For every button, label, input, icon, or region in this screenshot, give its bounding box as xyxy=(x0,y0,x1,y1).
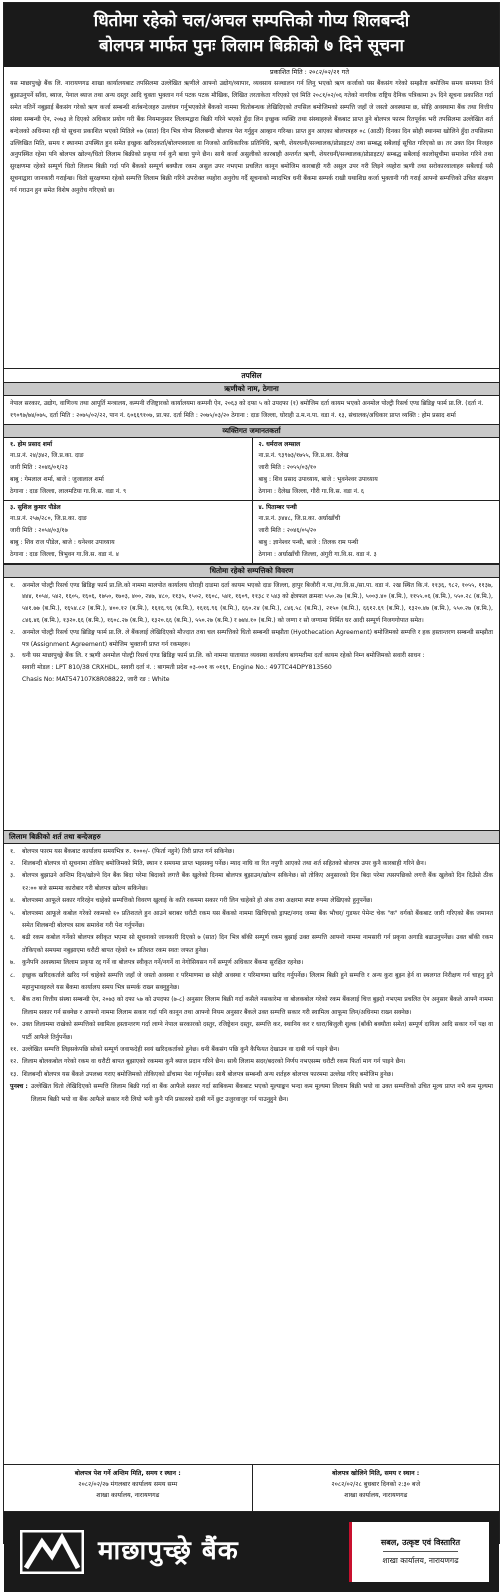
item-text: धनी यस माछापुच्छ्रे बैंक लि. र ऋणी अनमोल पोल्ट्री रिसर्च एण्ड ब्रिडिङ्ग फार्म प्रा.लि. को नाममा यातायात व्यवस्था कार्यालय बागमतीमा दर्ता कायम रहेको निम्न बमोजिमको सवारी साधन : xyxy=(22,652,425,660)
guarantor-issue-date: जारी मिति : २०५५/०३/१० xyxy=(258,464,317,472)
item-text: अनमोल पोल्ट्री रिसर्च एण्ड ब्रिडिङ्ग फार्म प्रा.लि. ले बैंकलाई लेखिदिएको मौज्दात तथा चल सम्पत्तिको धितो सम्बन्धी सम्झौता (Hyothecation Agreement) बमोजिमको सम्पत्ति र हक हस्तान्तरण सम्बन्धी सम्झौता पत्र (Assignment Agreement) बमोजिम भुक्तानी प्राप्त गर्न रकमहरु। xyxy=(22,628,493,648)
guarantor-name: ३. सुशिल कुमार पौडेल xyxy=(10,503,61,511)
bid-opening-heading: बोलपत्र खोलिने मिति, समय र स्थान : xyxy=(332,1469,420,1477)
list-item xyxy=(10,1056,493,1068)
guarantor-address: ठेगाना : दाङ जिल्ला, त्रिभुवन गा.वि.स. वडा नं. ४ xyxy=(10,550,119,558)
item-number: ११. xyxy=(10,1046,19,1054)
item-text: उक्त लिलाममा राखेको सम्पत्तिको स्वामित्व हस्तान्तरण गर्दा लाग्ने नेपाल सरकारको दस्तुर, रजिष्ट्रेशन दस्तुर, सम्पत्ति कर, स्थानिय कर र धारा/बिजुली शुल्क (बाँकी बक्यौता समेत) सम्पूर्ण दायित्व आदि सकार गर्ने पक्ष वा पार्टी आफैले तिर्नुपर्नेछ। xyxy=(22,1021,493,1041)
intro-paragraph: यस माछापुच्छ्रे बैंक लि. नारायणगढ शाखा कार्यालयबाट तपसिलमा उल्लेखित ऋणीले आफ्नो उद्योग/व्यापार, व्यवसाय सञ्चालन गर्न लिनु भएको ऋण कर्जाको यस बैंकसंग गरेको सम्झौता बमोजिम समय समयमा तिर्न बुझाउनुपर्ने साँवा, ब्याज, पेनाल ब्याज तथा अन्य दस्तुर आदि चुक्ता भुक्तान गर्न पटक पटक मौखिक, लिखित तरताकेता गरिएको एवं मिति २०८१/०२/०६ गतेको नागरिक राष्ट्रिय दैनिक पत्रिकामा ३५ दिने सूचना प्रकाशित गर्दा समेत नतिर्ने नबुझाई बैंकसंग गरेको ऋण कर्जा सम्बन्धी शर्तबन्देजहरु उल्लंघन गर्नुभएकोले बैंकको नाममा धितोबन्धक लेखिदिएको तपसिल बमोजिमको सम्पत्ति जहाँ जे जस्तो अवस्थामा छ, सोहि अवस्थामा बैंक तथा वित्तीय संस्था सम्बन्धी ऐन, २०७३ ले दिएको अधिकार प्रयोग गरी बैंक नियमानुसार लिलामद्वारा बिक्री गरिने भएको हुँदा लिन इच्छुक व्यक्ति तथा संस्थाहरुले बैंकबाट प्राप्त हुने बोलपत्र फारम रितपूर्वक भरी तपसिलमा उल्लेखित शर्त बन्देजको अधिनमा रही यो सूचना प्रकाशित भएको मितिले ०७ (सात) दिन भित्र गोप्य शिलबन्दी बोलपत्र पेश गर्नुहुन आव्हान गरिन्छ। प्राप्त हुन आएका बोलपत्रहरु ०८ (आठौं) दिनका दिन सोही स्थानमा खोलिने हुँदा तपसिलमा उल्लिखित मिति, समय र स्थानमा उपस्थित हुन समेत इच्छुक खरिदकर्ता/बोलपत्रवाला वा निजको आधिकारिक प्रतिनिधि, ऋणी, शेयरधनी/सञ्चालक/प्रोप्राइटर/ तथा सम्बद्ध सबैलाई सूचित गरिएको छ। तर उक्त दिन निजहरु अनुपस्थित रहेमा पनि बोलपत्र खोल्न/धितो लिलाम बिक्रीको प्रकृया गर्न कुनै बाधा पुग्ने छैन। साथै कर्जा असुलीको कारबाही अन्तर्गत ऋणी, शेयरधनी/सञ्चालक/प्रोप्राइटर/ सम्बद्ध सबैलाई कालोसूचीमा समावेश गरिने तथा सुरक्षणमा रहेको सम्पूर्ण धितो लिलाम बिक्री गर्दा पनि बैंकको सम्पूर्ण बक्यौता रकम असुल उपर नभएमा प्रचलित कानून बमोजिम कारबाही गरी असुल उपर गरी लिइने व्यहोरा ऋणी तथा सरोकारवालाहरु सबैलाई यसै सूचनाद्वारा जानकारी गराईन्छ। धितो सुरक्षणमा रहेको सम्पत्ति लिलाम बिक्री गरिने उपरोक्त व्यहोरा अनुरोध गर्दै सूचनाको म्यादभित्र धनी बैंकमा सम्पर्क राखी यथाशिघ्र कर्जा भुक्तानी गरी गराई आफ्नो सम्पत्तिको उचित संरक्षण गर्न गराउन हुन समेत विशेष अनुरोध गरिएको छ। xyxy=(10,80,493,195)
published-date: प्रकाशित मिति : २०८२/०२/२१ गते xyxy=(269,68,349,76)
item-text: इच्छुक खरिदकर्ताले खरिद गर्न चाहेको सम्पत्ति जहाँ जे जस्तो अवस्था र परिमाणमा छ सोही अवस्था र परिमाणमा खरिद गर्नुपर्नेछ। लिलाम बिक्री हुने सम्पत्ति र अन्य कुरा बुझ्न हेर्न वा स्थलगत निरीक्षण गर्न चाहनु हुने महानुभावहरुले यस बैंकमा कार्यालय समय भित्र सम्पर्क राख्न सक्नुहुनेछ। xyxy=(22,971,493,992)
bid-opening-box xyxy=(252,1465,500,1511)
banner-title-line1: धितोमा रहेको चल/अचल सम्पत्तिको गोप्य शिलबन्दी xyxy=(93,11,410,31)
item-number: १३. xyxy=(10,1070,19,1078)
item-text: बोलपत्र बुझाउने अन्तिम दिन/खोल्ने दिन बैंक बिदा परेमा बिदाको लगत्तै बैंक खुलेको दिनमा बोलपत्र बुझाउन/खोल्न सकिनेछ। सो तोकिए अनुसारको दिन बिदा परेमा त्यसपछिको लगत्तै बैंक खुलेको दिन दिउँसो ठीक १२:०० बजे सम्ममा कारोबार गरी बोलपत्र खोल्न सकिनेछ। xyxy=(22,872,493,892)
item-text: बोलपत्रमा आफूले कबोल गरेको रकमको १० प्रतिशतले हुन आउने बराबर धरौटी रकम यस बैंकको नाममा खिचिएको ड्राफ्ट/नगद जम्मा बैंक भौचर/ गुडफर पेमेन्ट चेक "क" वर्गको बैंकबाट जारी गरिएको बैंक जमानत समेत शिलबन्दी बोलपत्र साथ समावेश गरी पेश गर्नुपर्नेछ। xyxy=(22,909,493,929)
guarantor-citizenship: ना.प्र.नं. २४/३४२, जि.प्र.का. दाङ xyxy=(10,452,84,460)
guarantor-card xyxy=(4,438,252,500)
guarantor-citizenship: ना.प्र.नं. २५७/२८०, जि.प्र.का. दाङ xyxy=(10,515,87,523)
postscript-label: पुनश्च : xyxy=(10,1083,28,1091)
item-text: शिलबन्दी बोलपत्र यस बैंकले उपलब्ध गराए बमोजिमको तोकिएको ढाँचामा पेश गर्नुपर्नेछ। साथै बोलपत्र सम्बन्धी अन्य शर्तहरु बोलपत्र फारममा उल्लेख गरिए बमोजिम हुनेछ। xyxy=(22,1070,394,1078)
bid-submission-heading: बोलपत्र पेश गर्ने अन्तिम मिति, समय र स्थान : xyxy=(74,1469,181,1477)
branch-office: शाखा कार्यालय, नारायणगढ xyxy=(383,1551,459,1568)
bank-tagline: सबल, उत्कृष्ट एवं विस्तारित xyxy=(380,1538,461,1548)
vehicle-model-line: सवारी मोडल : LPT 810/38 CRXHDL, सवारी दर्ता नं. : बागमती प्रदेश ०३-००१ क ०१६९, Engine No.: 497TC44DPY813560 xyxy=(22,664,332,672)
bank-footer xyxy=(4,1512,499,1592)
guarantor-name: २. धर्मराज लम्साल xyxy=(258,440,301,448)
guarantor-card xyxy=(252,438,500,500)
guarantor-parents: बाबु : गेमलाल शर्मा, बाजे : जुजालाल शर्मा xyxy=(10,475,104,483)
guarantor-address: ठेगाना : दाङ जिल्ला, लालमटिया गा.वि.स. वडा नं. ९ xyxy=(10,487,127,495)
mountain-logo-icon xyxy=(20,1530,84,1574)
list-item xyxy=(10,908,493,933)
list-item xyxy=(10,858,493,870)
borrower-details: नेपाल सरकार, उद्योग, वाणिज्य तथा आपूर्ति मन्त्रालय, कम्पनी रजिष्ट्रारको कार्यालयमा कम्पनी ऐन, २०६३ को दफा ५ को उपदफा (१) बमोजिम दर्ता कायम भएको अनमोल पोल्ट्री रिसर्च एण्ड ब्रिडिङ्ग फार्म प्रा.लि. (दर्ता नं. १९०९७/७४/०७५, दर्ता मिति : २०७५/०२/२२, पान नं. ६०६६९१०७, प्रा.फा. दर्ता मिति : २०७५/०३/२० ठेगाना : दाङ जिल्ला, घोराही उ.म.न.पा. वडा नं. १३, संचालक/अधिकार प्राप्त व्यक्ति : होम प्रसाद शर्मा xyxy=(10,400,484,419)
bank-logo xyxy=(4,1512,349,1592)
notice-banner xyxy=(4,3,499,67)
item-number: १. xyxy=(10,581,16,589)
item-number: ६. xyxy=(10,934,16,942)
guarantor-citizenship: ना.प्र.नं. ९३९७३/१७५५, जि.प्र.का. दैलेख xyxy=(258,452,349,460)
notice-page xyxy=(3,2,500,1566)
guarantor-issue-date: जारी मिति : २०४६/०१/२३ xyxy=(10,464,68,472)
vehicle-chassis-line: Chasis No: MAT547107K8R08822, जारी रङ : White xyxy=(22,675,170,683)
item-number: १२. xyxy=(10,1058,19,1066)
guarantor-parents: बाबु : ज्ञानेश्वर पन्थी, बाजे : तिलक राम पन्थी xyxy=(258,538,359,546)
bank-name: माछापुच्छ्रे बैंक xyxy=(98,1535,239,1566)
list-item xyxy=(10,580,493,627)
item-text: बढी रकम कबोल गर्नेको बोलपत्र स्वीकृत भएमा सो सूचनाको जानकारी दिएको ७ (सात) दिन भित्र बाँकी सम्पूर्ण रकम बुझाई उक्त सम्पत्ति आफ्नो नाममा नामसारी गर्न प्रकृया अगाडि बढाउनुपर्नेछ। उक्त बाँकी रकम तोकिएको समयमा नबुझाएमा धरौटी बापत रहेको १० प्रतिशत रकम स्वतः जफत हुनेछ। xyxy=(22,934,493,954)
bid-submission-box xyxy=(4,1465,252,1511)
item-text: बोलपत्र फारम यस बैंकबाट कार्यालय समयभित्र रु. १०००/- (फिर्ता नहुने) तिरी प्राप्त गर्न सकिनेछ। xyxy=(22,847,235,855)
bid-opening-date: २०८२/०२/२८ बुधबार दिनको २:३० बजे xyxy=(331,1480,421,1488)
terms-heading: लिलाम बिक्रीको शर्त तथा बन्देजहरु xyxy=(4,830,499,844)
postscript-text: उल्लेखित धितो लेखिदिएको सम्पत्ति लिलाम बिक्री गर्दा वा बैंक आफैले सकार गर्दा साबिकमा बैंकबाट भएको मूल्याङ्कन भन्दा कम मूल्यमा लिलाम बिक्री भयो वा उक्त सम्पत्तिको उचित मूल्य प्राप्त नभै कम मूल्यमा लिलाम बिक्री भयो वा बैंक आफैले सकार गरी लियो भनी कुनै पनि प्रकारको दाबी गर्ने छुट उजुरवाजुर गर्न पाउनुहुने छैन। xyxy=(30,1083,493,1103)
banner-title-line2: बोलपत्र मार्फत पुनः लिलाम बिक्रीको ७ दिने सूचना xyxy=(99,36,404,56)
asset-details xyxy=(4,578,499,830)
list-item xyxy=(10,994,493,1019)
guarantor-row xyxy=(4,501,499,564)
item-number: २. xyxy=(10,859,16,867)
guarantor-address: ठेगाना : अर्घाखाँची जिल्ला, अंगुरी गा.वि.स. वडा नं. ३ xyxy=(258,550,377,558)
guarantor-address: ठेगाना : दैलेख जिल्ला, गौरी गा.वि.स. वडा नं. ६ xyxy=(258,487,365,495)
item-number: ३. xyxy=(10,872,16,880)
guarantor-card xyxy=(252,501,500,563)
list-item xyxy=(10,1044,493,1056)
item-number: ८. xyxy=(10,971,16,979)
list-item xyxy=(10,1069,493,1081)
bid-submission-place: शाखा कार्यालय, नारायणगढ xyxy=(96,1491,160,1499)
tapsil-heading: तपसिल xyxy=(4,368,499,382)
bid-schedule xyxy=(4,1464,499,1512)
item-text: बैंक तथा वित्तीय संस्था सम्बन्धी ऐन, २०७३ को दफा ५७ को उपदफा (७-८) अनुसार लिलाम बिक्री गर्दा कसैले नसकारेमा वा बोलकबोल गरेको रकम बैंकलाई चित्त बुझ्दो नभएमा प्रचलित ऐन अनुसार बैंकले आफ्नै नाममा लिलाम सकार गर्न सक्नेछ र आफ्नो नाममा लिलाम सकार गर्दा पनि कानून तथा आफ्नो नियम अनुसार बैंकले उक्त सम्पत्ति सकार गरी स्वामित्व आफूमा लिन/अधिनमा राख्न सक्नेछ। xyxy=(22,996,493,1016)
item-number: ९. xyxy=(10,996,16,1004)
list-item xyxy=(10,650,493,662)
list-item xyxy=(10,627,493,651)
item-text: उल्लेखित सम्पत्ति लिइसकेपछि सोको सम्पूर्ण जवाफदेही स्वयं खरिदकर्ताको हुनेछ। धनी बैंकसंग पछि कुनै कैफियत देखाउन वा दाबी गर्न पाइने छैन। xyxy=(22,1046,340,1054)
list-item xyxy=(10,870,493,895)
list-item xyxy=(10,1019,493,1044)
list-item xyxy=(10,970,493,995)
item-number: ७. xyxy=(10,959,16,967)
item-number: ५. xyxy=(10,909,16,917)
terms-list xyxy=(4,844,499,1464)
item-text: कुनैपनि अवस्थामा लिलाम प्रकृया रद्द गर्ने वा बोलपत्र स्वीकृत गर्ने/नगर्ने वा नेगोसियसन गर्ने सम्पूर्ण अधिकार बैंकमा सुरक्षित रहनेछ। xyxy=(22,959,304,967)
guarantor-issue-date: जारी मिति : २०४६/०५/२० xyxy=(258,527,317,535)
guarantor-parents: बाबु : शिव प्रसाद उपाध्याय, बाजे : भुवनेश्वर उपाध्याय xyxy=(258,475,378,483)
item-text: अनमोल पोल्ट्री रिसर्च एण्ड ब्रिडिङ्ग फार्म प्रा.लि.को नाममा मालपोत कार्यालय घोराही दाङमा दर्ता कायम भएको दाङ जिल्ला, हापुर बिजौरी न.पा./गा.वि.स./सा.पा. वडा नं. २ख स्थित कि.नं. ११३६, ९८२, १०५५, ११३७, ४४४, १०५४, ५४२, १६०५, १६०६, १७५०, १७०३, ४००, २४७, ४८०, ११३५, १५०२, १६०८, ५४१, १६०९, ११३८ र ५४३ को क्षेत्रफल क्रमशः ५५०.२७ (ब.मि.), ५००३.४० (ब.मि.), ११५५.०६ (ब.मि.), ५५०.२८ (ब.मि.), ५४१.७७ (ब.मि.), १६५४.८२ (ब.मि.), ४००.१२ (ब.मि.), १६१६.९६ (ब.मि.), १६१६.९६ (ब.मि.), ६६०.२४ (ब.मि.), ८४६.५८ (ब.मि.), २१५० (ब.मि.), ६६१२.६९ (ब.मि.), १३२०.४७ (ब.मि.), ५५०.२७ (ब.मि.), ८४६.४६ (ब.मि.), १३२०.६६ (ब.मि.), १६०८.२७ (ब.मि.), १३२०.६६ (ब.मि.), ५५०.२७ (ब.मि.) र ७४४.१० (ब.मि.) को जग्गा र सो जग्गामा निर्मित घर आदी सम्पूर्ण निजगगोपात समेत। xyxy=(22,581,493,624)
bank-tagline-box xyxy=(349,1522,489,1582)
guarantor-name: ४. पिताम्बर पन्थी xyxy=(258,503,297,511)
item-text: शिलबन्दी बोलपत्र यो सूचनामा तोकिए बमोजिमको मिति, स्थान र समयमा प्राप्त भइसक्नु पर्नेछ। म्याद नाघि वा रित नपुगी आएको तथा शर्त सहितको बोलपत्र उपर कुनै कारबाही गरिने छैन। xyxy=(22,859,427,867)
borrower-heading: ऋणीको नाम, ठेगाना xyxy=(4,382,499,396)
guarantor-card xyxy=(4,501,252,563)
item-number: ३. xyxy=(10,652,16,660)
guarantor-issue-date: जारी मिति : २०५४/०३/१७ xyxy=(10,527,68,535)
postscript xyxy=(10,1081,493,1106)
list-item xyxy=(10,895,493,907)
item-number: १. xyxy=(10,847,16,855)
item-text: लिलाम बोलकबोल गरेको रकम वा धरौटी बापत बुझाएको रकममा कुनै ब्याज प्रदान गरिने छैन। साथै लिलाम सदर/बदरको निर्णय नभएसम्म धरौटी रकम फिर्ता माग गर्न पाइने छैन। xyxy=(22,1058,406,1066)
item-number: २. xyxy=(10,628,16,636)
bid-submission-date: २०८२/०२/२७ मंगलबार कार्यालय समय सम्म xyxy=(78,1480,178,1488)
bid-opening-place: शाखा कार्यालय, नारायणगढ xyxy=(344,1491,408,1499)
list-item xyxy=(10,846,493,858)
item-text: बोलपत्रमा आफूले सकार गरिरहेन चाहेको सम्पत्तिको विवरण खुलाई के कति रकममा सकार गरी लिन चाहेको हो अंक तथा अक्षरमा स्पष्ट रुपमा लेखिएको हुनुपर्नेछ। xyxy=(22,897,373,905)
guarantors-heading: व्यक्तिगत जमानतकर्ता xyxy=(4,424,499,438)
guarantor-row xyxy=(4,438,499,501)
list-item xyxy=(10,957,493,969)
list-item xyxy=(10,932,493,957)
guarantor-parents: बाबु : शिव राज पौडेल, बाजे : धनेश्वर उपाध्याय xyxy=(10,538,115,546)
item-number: १०. xyxy=(10,1021,19,1029)
guarantor-name: १. होम प्रसाद शर्मा xyxy=(10,440,53,448)
assets-heading: धितोमा रहेको सम्पत्तिको विवरण xyxy=(4,564,499,578)
item-number: ४. xyxy=(10,897,16,905)
guarantor-citizenship: ना.प्र.नं. ३४४८, जि.प्र.का. अर्घाखाँची xyxy=(258,515,341,523)
